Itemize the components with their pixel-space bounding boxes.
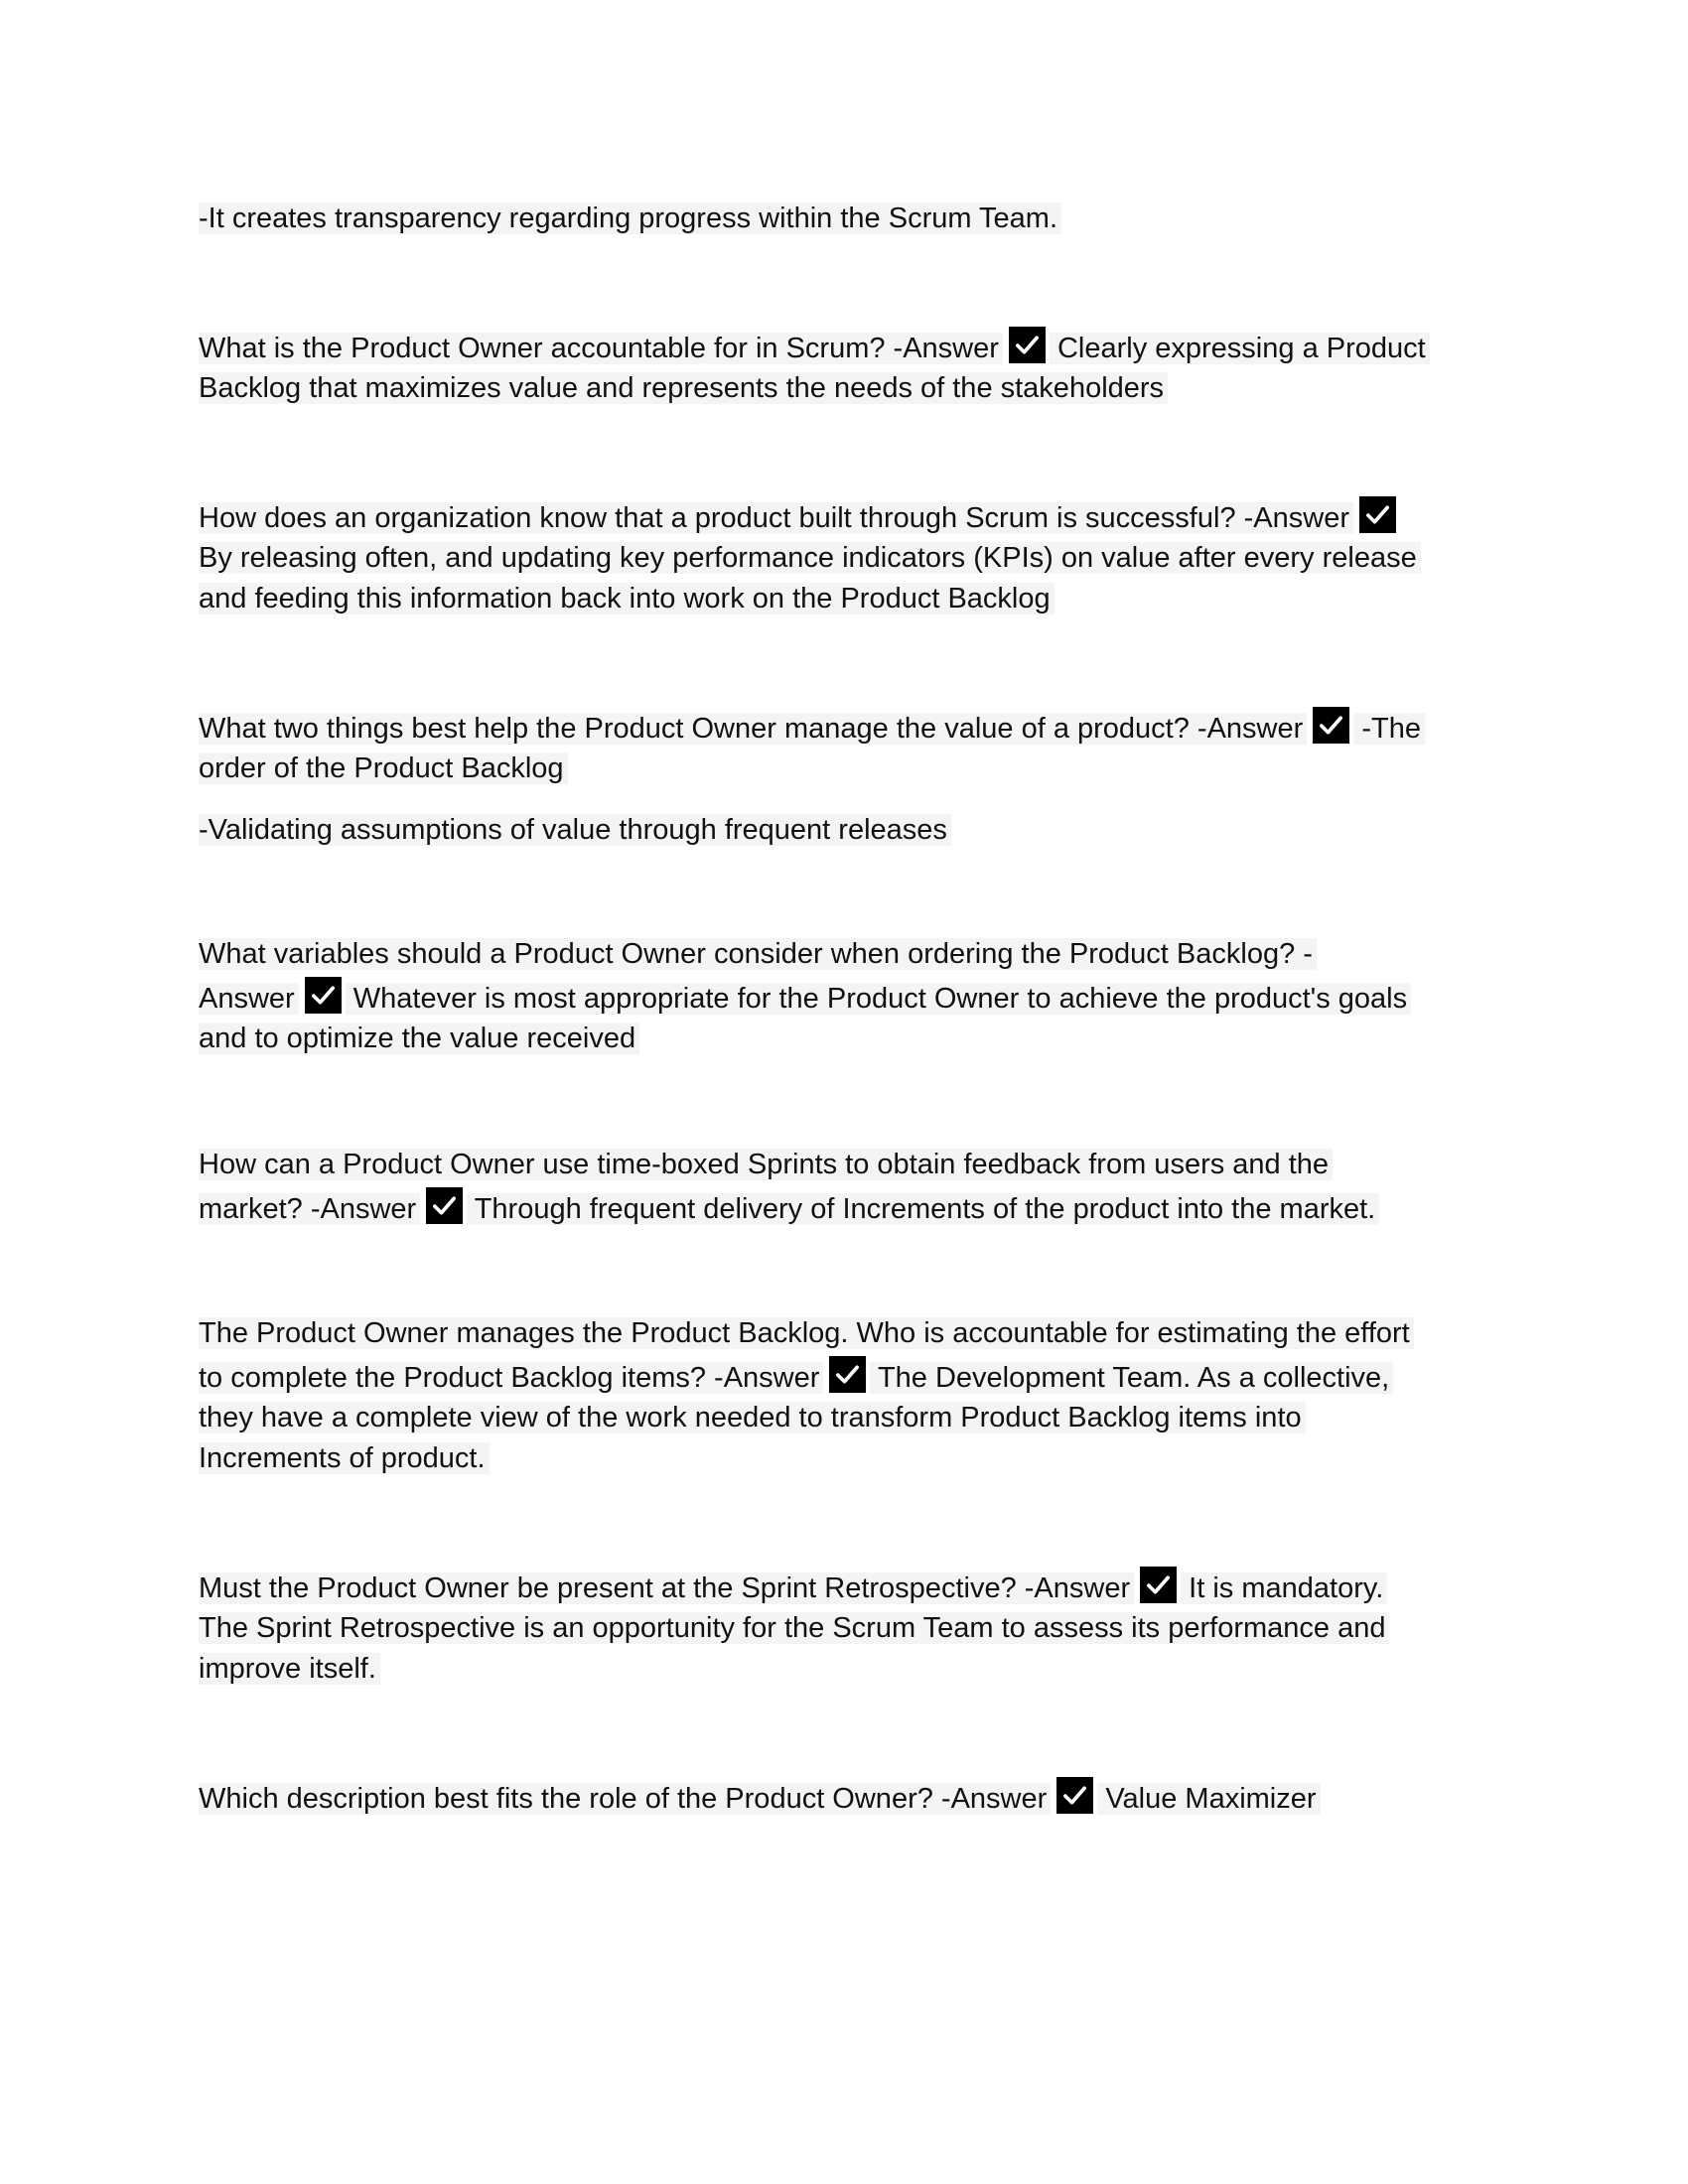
qa-2-answer-cont: and feeding this information back into work on the Product Backlog [199,583,1055,614]
qa-8-answer: Value Maximizer [1097,1783,1320,1815]
qa-5-question: How can a Product Owner use time-boxed Sprints to obtain feedback from users and the [199,1149,1333,1180]
qa-1-question: What is the Product Owner accountable for in Scrum? -Answer [199,333,1003,364]
qa-7-answer: It is mandatory. [1181,1572,1387,1604]
qa-7-answer-cont: The Sprint Retrospective is an opportunity for the Scrum Team to assess its performance and [199,1612,1389,1644]
qa-5-line-2 [199,1187,1379,1229]
qa-8-question: Which description best fits the role of the Product Owner? -Answer [199,1783,1051,1815]
qa-3-answer: -The [1353,713,1425,745]
qa-4-line-3 [199,1018,639,1059]
qa-6-question-end: to complete the Product Backlog items? -Answer [199,1362,823,1394]
qa-2-answer: By releasing often, and updating key performance indicators (KPIs) on value after every release [199,542,1421,574]
heavy-check-mark-icon [1359,496,1396,533]
qa-2-line-1 [199,496,1400,538]
qa-6-line-1 [199,1312,1414,1354]
qa-1-line-2 [199,367,1168,409]
qa-6-question: The Product Owner manages the Product Backlog. Who is accountable for estimating the effort [199,1317,1414,1349]
heavy-check-mark-icon [426,1187,463,1224]
qa-6-line-2 [199,1356,1393,1398]
qa-4-line-1 [199,933,1317,975]
qa-1-line-1 [199,327,1430,368]
heavy-check-mark-icon [1313,707,1349,744]
qa-6-answer-end: Increments of product. [199,1442,490,1474]
qa-2-line-3 [199,578,1055,619]
qa-7-line-3 [199,1648,380,1690]
qa-2-line-2 [199,537,1421,579]
qa-1-answer: Clearly expressing a Product [1050,333,1430,364]
heavy-check-mark-icon [305,977,342,1014]
qa-5-question-end: market? -Answer [199,1193,420,1225]
qa-1-answer-cont: Backlog that maximizes value and represents the needs of the stakeholders [199,372,1168,404]
qa-5-answer: Through frequent delivery of Increments of the product into the market. [467,1193,1379,1225]
heavy-check-mark-icon [1140,1567,1177,1603]
qa-3-line-1 [199,707,1425,749]
qa-4-line-2 [199,977,1411,1019]
qa-6-line-3 [199,1397,1306,1438]
qa-6-answer-cont: they have a complete view of the work needed to transform Product Backlog items into [199,1402,1306,1433]
qa-5-line-1 [199,1144,1333,1185]
heavy-check-mark-icon [1056,1777,1093,1814]
heavy-check-mark-icon [1009,327,1046,363]
qa-7-line-1 [199,1567,1387,1608]
qa-4-answer-label: Answer [199,983,299,1015]
qa-4-question: What variables should a Product Owner consider when ordering the Product Backlog? - [199,938,1317,970]
qa-4-answer: Whatever is most appropriate for the Product Owner to achieve the product's goals [346,983,1411,1015]
qa-6-line-4 [199,1437,490,1479]
qa-3-answer-item-2: -Validating assumptions of value through frequent releases [199,814,951,846]
qa-4-answer-cont: and to optimize the value received [199,1023,639,1054]
qa-2-question: How does an organization know that a product built through Scrum is successful? -Answer [199,502,1353,534]
qa-3-question: What two things best help the Product Owner manage the value of a product? -Answer [199,713,1307,745]
qa-8-line-1 [199,1777,1321,1819]
qa-7-question: Must the Product Owner be present at the Sprint Retrospective? -Answer [199,1572,1134,1604]
qa-6-answer: The Development Team. As a collective, [870,1362,1393,1394]
heavy-check-mark-icon [829,1356,866,1393]
qa-3-answer-cont: order of the Product Backlog [199,752,568,784]
qa-3-line-3 [199,809,951,851]
qa-3-line-2 [199,748,568,789]
intro-text: -It creates transparency regarding progress within the Scrum Team. [199,203,1061,234]
qa-7-line-2 [199,1607,1389,1649]
qa-7-answer-end: improve itself. [199,1653,380,1685]
intro-line [199,198,1061,239]
